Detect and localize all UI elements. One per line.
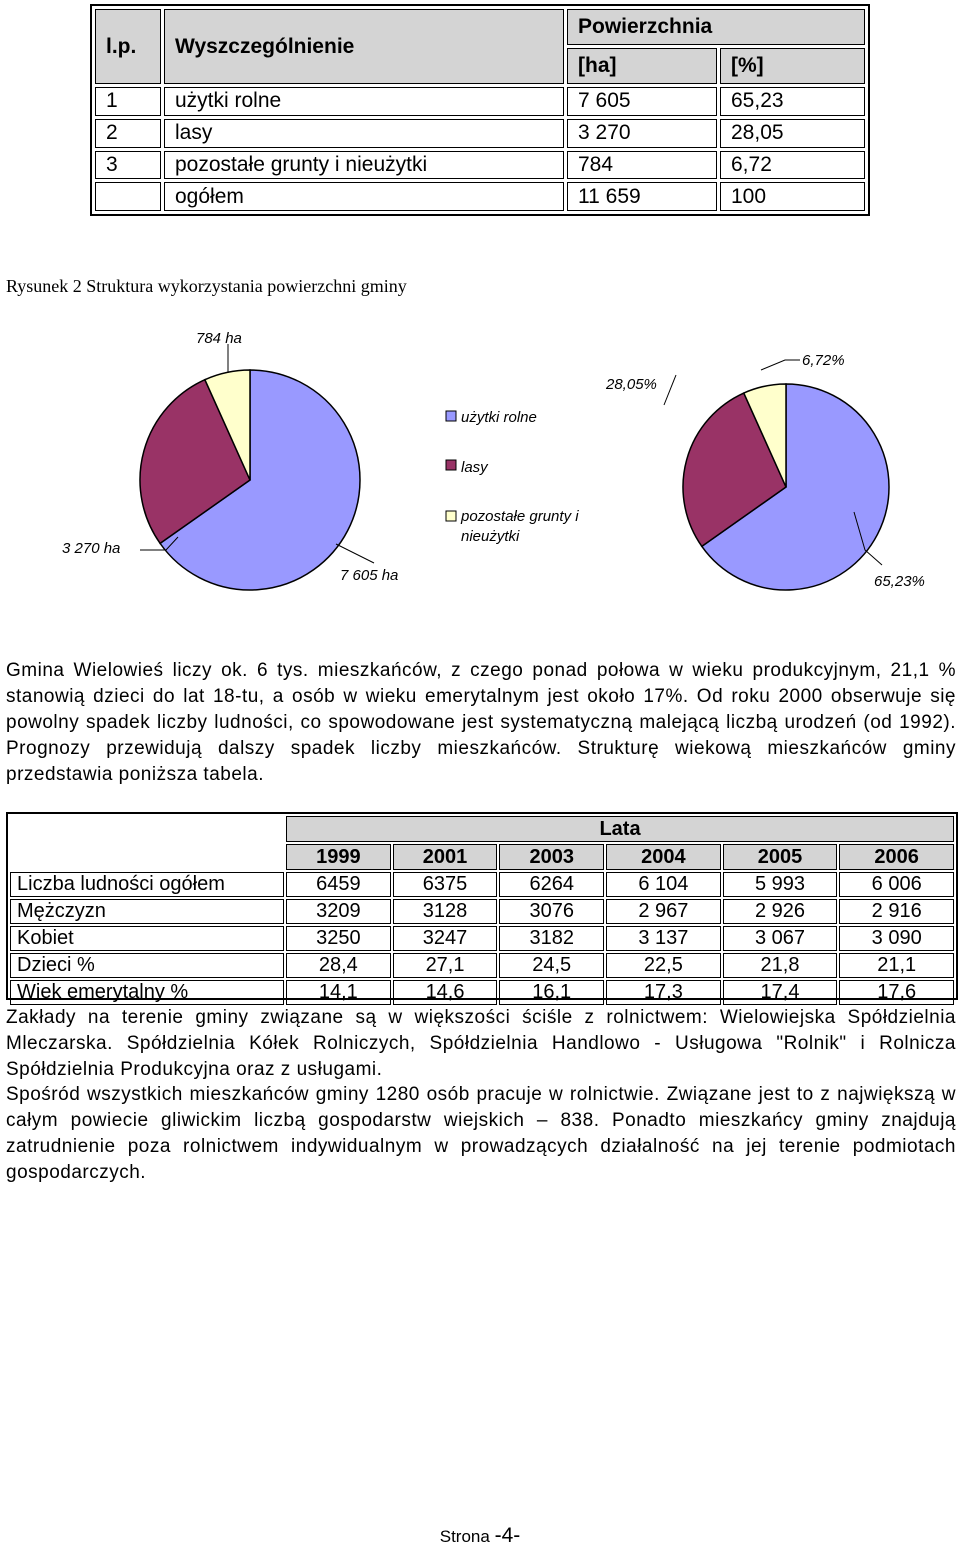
legend-label-pozostale-1: pozostałe grunty i: [461, 508, 579, 525]
cell-ha: 3 270: [567, 119, 717, 148]
cell-lp: [95, 182, 161, 211]
cell-pct: 65,23: [720, 87, 865, 116]
table-cell: 3128: [393, 899, 498, 924]
table-cell: 6264: [499, 872, 604, 897]
table-row-total: [95, 182, 865, 211]
table-cell: 3250: [286, 926, 391, 951]
table-row: [95, 151, 865, 180]
table-row: [10, 953, 954, 978]
table-cell: 22,5: [606, 953, 721, 978]
col-ha-header: [ha]: [567, 48, 717, 84]
cell-pct: 100: [720, 182, 865, 211]
table-row: [10, 872, 954, 897]
legend-label-rolne: użytki rolne: [461, 409, 537, 426]
col-area-header: Powierzchnia: [567, 9, 865, 45]
table-cell: 14,6: [393, 980, 498, 1005]
land-use-pie-charts: [0, 315, 960, 605]
legend-label-lasy: lasy: [461, 459, 488, 476]
table-cell: 6 006: [839, 872, 954, 897]
year-header: 1999: [286, 844, 391, 870]
data-label-784ha: 784 ha: [196, 330, 242, 347]
page-footer: [0, 1524, 960, 1548]
table-cell: 2 916: [839, 899, 954, 924]
cell-lp: 1: [95, 87, 161, 116]
cell-lp: 3: [95, 151, 161, 180]
table-cell: 6375: [393, 872, 498, 897]
table-cell: 17,6: [839, 980, 954, 1005]
cell-pct: 28,05: [720, 119, 865, 148]
years-group-header: Lata: [286, 816, 954, 842]
legend-label-pozostale-2: nieużytki: [461, 528, 520, 545]
population-paragraph: Gmina Wielowieś liczy ok. 6 tys. mieszkańców, z czego ponad połowa w wieku produkcyjnym, 21,1 % stanowią dzieci do lat 18-tu, a osób w wieku emerytalnym jest około 17%. Od roku 2000 obserwuje się powolny spadek liczby ludności, co spowodowane jest systematyczną malejącą liczbą urodzeń (od 1992). Prognozy przewidują dalszy spadek liczby mieszkańców. Strukturę wiekową mieszkańców gminy przedstawia poniższa tabela.: [6, 660, 956, 785]
land-use-table: [90, 4, 870, 216]
table-cell: 3 090: [839, 926, 954, 951]
table-cell: 14,1: [286, 980, 391, 1005]
table-cell: 3182: [499, 926, 604, 951]
year-header: 2006: [839, 844, 954, 870]
cell-name: ogółem: [164, 182, 564, 211]
table-cell: 28,4: [286, 953, 391, 978]
employment-paragraph: Spośród wszystkich mieszkańców gminy 1280 osób pracuje w rolnictwie. Związane jest to z największą w całym powiecie gliwickim liczbą gospodarstw wiejskich – 838. Ponadto mieszkańcy gminy znajdują zatrudnienie poza rolnictwem indywidualnym w prowadzących działalność na jej terenie podmiotach gospodarczych.: [6, 1084, 956, 1183]
pie-charts-svg: [0, 315, 960, 605]
table-cell: 3 137: [606, 926, 721, 951]
data-label-2805pct: 28,05%: [606, 376, 657, 393]
table-cell: 2 926: [723, 899, 838, 924]
page-number: -4-: [494, 1524, 521, 1547]
pie-percent: [683, 384, 889, 590]
data-label-672pct: 6,72%: [802, 352, 845, 369]
cell-ha: 784: [567, 151, 717, 180]
table-cell: 17,3: [606, 980, 721, 1005]
table-cell: 16,1: [499, 980, 604, 1005]
footer-prefix: Strona: [439, 1527, 490, 1546]
table-row: [10, 899, 954, 924]
table-cell: 6459: [286, 872, 391, 897]
year-header: 2003: [499, 844, 604, 870]
col-desc-header: Wyszczególnienie: [164, 9, 564, 84]
companies-paragraph: Zakłady na terenie gminy związane są w większości ściśle z rolnictwem: Wielowiejska Spółdzielnia Mleczarska. Spółdzielnia Kółek Rolniczych, Spółdzielnia Handlowo - Usługowa "Rolnik" i Rolnicza Spółdzielnia Produkcyjna oraz z usługami.: [6, 1007, 956, 1080]
col-pct-header: [%]: [720, 48, 865, 84]
col-lp-header: l.p.: [95, 9, 161, 84]
population-table: [6, 812, 958, 1003]
row-label: Dzieci %: [10, 953, 284, 978]
table-cell: 21,8: [723, 953, 838, 978]
table-cell: 17,4: [723, 980, 838, 1005]
table-row: [95, 119, 865, 148]
row-label: Liczba ludności ogółem: [10, 872, 284, 897]
cell-lp: 2: [95, 119, 161, 148]
year-header: 2005: [723, 844, 838, 870]
cell-pct: 6,72: [720, 151, 865, 180]
table-cell: 3209: [286, 899, 391, 924]
legend-swatch-pozostale: [446, 511, 456, 521]
legend-swatch-lasy: [446, 460, 456, 470]
cell-name: lasy: [164, 119, 564, 148]
table-cell: 21,1: [839, 953, 954, 978]
table-cell: 3 067: [723, 926, 838, 951]
data-label-7605ha: 7 605 ha: [340, 567, 399, 584]
cell-ha: 7 605: [567, 87, 717, 116]
data-label-3270ha: 3 270 ha: [62, 540, 121, 557]
year-header: 2001: [393, 844, 498, 870]
table-row: [10, 926, 954, 951]
table-row: [10, 980, 954, 1005]
table-cell: 2 967: [606, 899, 721, 924]
table-cell: 3076: [499, 899, 604, 924]
cell-name: pozostałe grunty i nieużytki: [164, 151, 564, 180]
row-label: Mężczyzn: [10, 899, 284, 924]
legend-swatch-rolne: [446, 411, 456, 421]
table-cell: 3247: [393, 926, 498, 951]
data-label-6523pct: 65,23%: [874, 573, 925, 590]
figure-caption: Rysunek 2 Struktura wykorzystania powierzchni gminy: [6, 276, 407, 296]
table-cell: 27,1: [393, 953, 498, 978]
row-label: Wiek emerytalny %: [10, 980, 284, 1005]
table-cell: 24,5: [499, 953, 604, 978]
row-label: Kobiet: [10, 926, 284, 951]
year-header: 2004: [606, 844, 721, 870]
cell-name: użytki rolne: [164, 87, 564, 116]
cell-ha: 11 659: [567, 182, 717, 211]
table-cell: 6 104: [606, 872, 721, 897]
blank-corner: [10, 816, 284, 870]
pie-hectares: [140, 370, 360, 590]
table-row: [95, 87, 865, 116]
table-cell: 5 993: [723, 872, 838, 897]
